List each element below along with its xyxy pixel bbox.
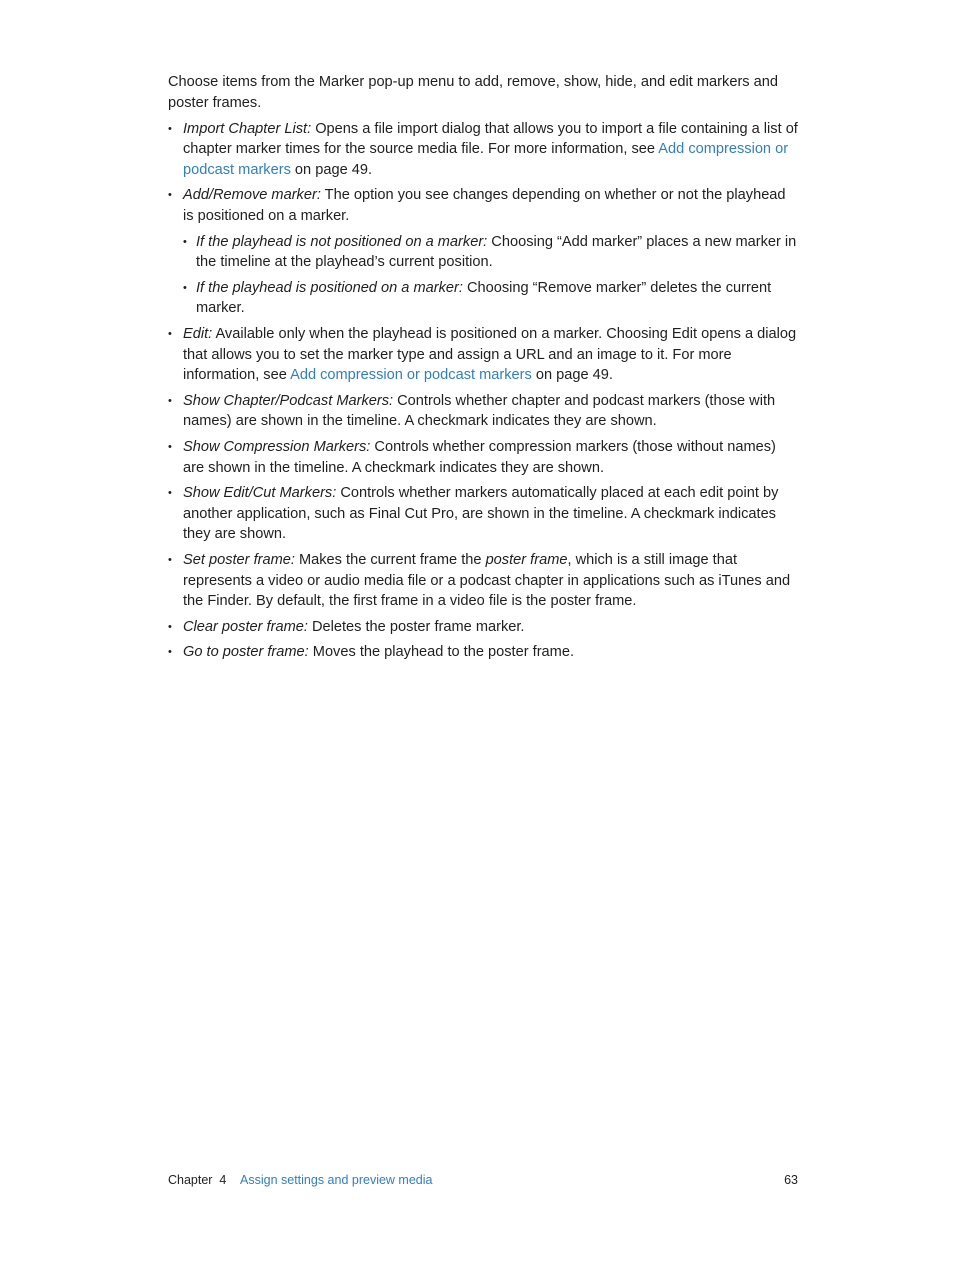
marker-menu-list — [168, 119, 798, 663]
item-text: Deletes the poster frame marker. — [307, 618, 525, 635]
list-item-show-chapter-podcast-markers — [168, 391, 798, 433]
item-text: Opens a file import dialog that allows you to import a file containing a list of chapter marker times for the source media file. For more information, see — [183, 120, 798, 158]
subitem-text: Choosing “Add marker” places a new marker in the timeline at the playhead’s current position. — [196, 233, 797, 271]
list-item-edit — [168, 324, 798, 386]
item-term: Go to poster frame: — [183, 643, 309, 660]
bullet-icon: • — [183, 281, 187, 294]
chapter-label: Chapter 4 — [168, 1173, 227, 1187]
item-term: Show Chapter/Podcast Markers: — [183, 392, 394, 409]
bullet-icon: • — [168, 486, 172, 499]
list-item-go-to-poster-frame — [168, 642, 798, 663]
item-text-after: on page 49. — [290, 162, 373, 179]
item-term: Import Chapter List: — [183, 120, 312, 137]
item-text: Available only when the playhead is positioned on a marker. Choosing Edit opens a dialog that allows you to set the marker type and assign a URL and an image to it. For more information, see — [183, 325, 797, 384]
item-term: Set poster frame: — [183, 551, 295, 568]
list-item-show-compression-markers — [168, 437, 798, 479]
item-text: The option you see changes depending on whether or not the playhead is positioned on a marker. — [183, 187, 786, 225]
item-term: Edit: — [183, 325, 213, 342]
item-term: Clear poster frame: — [183, 618, 308, 635]
bullet-icon: • — [168, 327, 172, 340]
document-body — [168, 72, 798, 667]
bullet-icon: • — [168, 620, 172, 633]
item-text: Controls whether chapter and podcast markers (those with names) are shown in the timeline. A checkmark indicates they are shown. — [183, 392, 776, 430]
sublist-item-not-on-marker — [183, 232, 798, 274]
chapter-title-link[interactable]: Assign settings and preview media — [240, 1173, 433, 1187]
item-text-after: , which is a still image that represents a video or audio media file or a podcast chapter in applications such as iTunes and the Finder. By default, the first frame in a video file is the poster frame. — [183, 551, 791, 610]
item-text: Controls whether compression markers (those without names) are shown in the timeline. A checkmark indicates they are shown. — [183, 438, 776, 476]
list-item-add-remove-marker — [168, 185, 798, 319]
item-text-after: on page 49. — [531, 367, 613, 384]
item-text: Makes the current frame the — [294, 551, 486, 568]
intro-paragraph: Choose items from the Marker pop-up menu to add, remove, show, hide, and edit markers and poster frames. — [168, 74, 779, 111]
bullet-icon: • — [168, 394, 172, 407]
item-term: Add/Remove marker: — [183, 187, 321, 204]
sublist-item-on-marker — [183, 278, 798, 320]
add-compression-markers-link[interactable]: Add compression or podcast markers — [290, 367, 532, 384]
bullet-icon: • — [183, 235, 187, 248]
item-emphasis: poster frame — [485, 551, 568, 568]
bullet-icon: • — [168, 122, 172, 135]
page-number: 63 — [784, 1173, 798, 1187]
item-text: Moves the playhead to the poster frame. — [308, 643, 575, 660]
item-term: Show Compression Markers: — [183, 438, 371, 455]
item-text: Controls whether markers automatically placed at each edit point by another application, such as Final Cut Pro, are shown in the timeline. A checkmark indicates they are shown. — [183, 484, 779, 543]
bullet-icon: • — [168, 645, 172, 658]
subitem-text: Choosing “Remove marker” deletes the current marker. — [196, 279, 772, 317]
bullet-icon: • — [168, 189, 172, 202]
add-compression-markers-link[interactable]: Add compression or podcast markers — [183, 141, 789, 179]
subitem-term: If the playhead is positioned on a marker: — [196, 279, 463, 296]
item-term: Show Edit/Cut Markers: — [183, 484, 337, 501]
bullet-icon: • — [168, 440, 172, 453]
list-item-clear-poster-frame — [168, 617, 798, 638]
list-item-import-chapter-list — [168, 119, 798, 181]
list-item-show-edit-cut-markers — [168, 483, 798, 545]
add-remove-sublist — [183, 232, 798, 320]
list-item-set-poster-frame — [168, 550, 798, 612]
bullet-icon: • — [168, 553, 172, 566]
subitem-term: If the playhead is not positioned on a marker: — [196, 233, 488, 250]
